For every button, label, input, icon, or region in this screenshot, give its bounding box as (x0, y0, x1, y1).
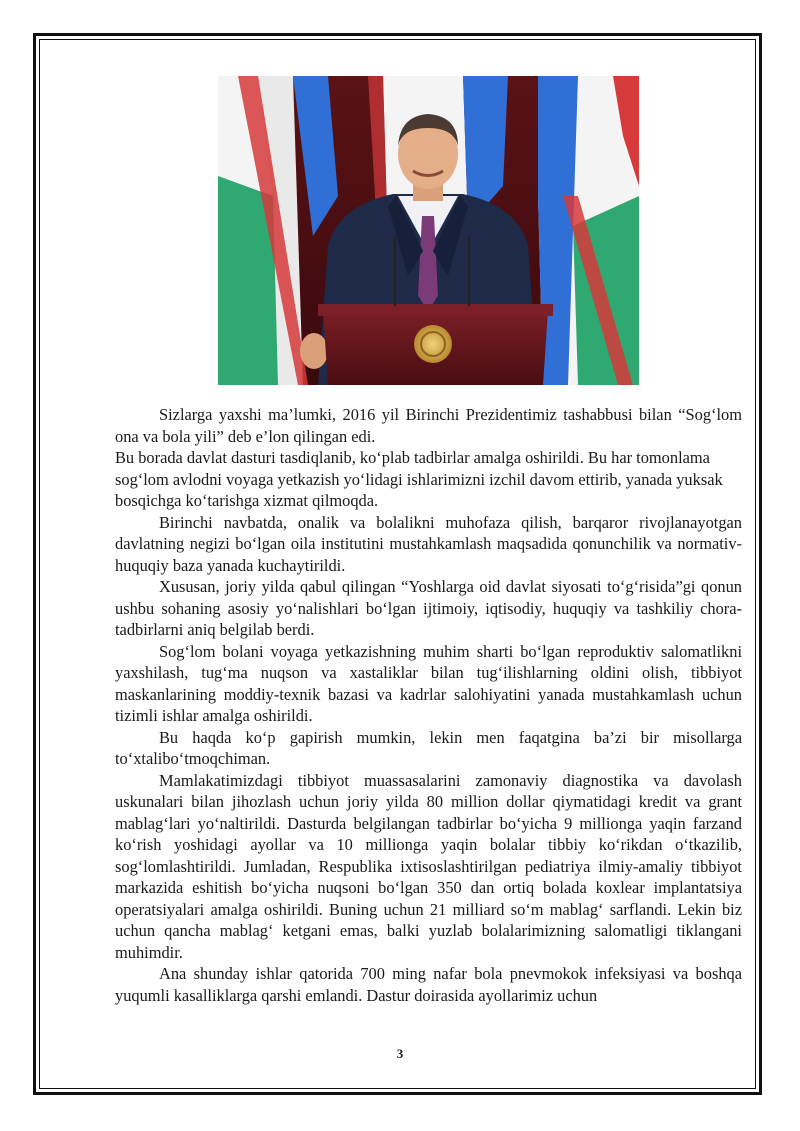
president-speaking-photo (218, 76, 639, 385)
paragraph: Birinchi navbatda, onalik va bolalikni muhofaza qilish, barqaror rivojlanayotgan davlatning negizi bo‘lgan oila institutini mustahkamlash maqsadida qonunchilik va normativ-huquqiy baza yanada kuchaytirildi. (115, 512, 742, 575)
paragraph: Bu borada davlat dasturi tasdiqlanib, ko‘plab tadbirlar amalga oshirildi. Bu har tomonlama sog‘lom avlodni voyaga yetkazish yo‘lidagi ishlarimizni izchil davom ettirib, yanada yuksak bosqichga ko‘tarishga xizmat qilmoqda. (115, 448, 723, 510)
paragraph: Bu haqda ko‘p gapirish mumkin, lekin men faqatgina ba’zi bir misollarga to‘xtalibo‘tmoqchiman. (115, 727, 742, 768)
paragraph: Sog‘lom bolani voyaga yetkazishning muhim sharti bo‘lgan reproduktiv salomatlikni yaxshilash, tug‘ma nuqson va xastaliklar bilan tug‘ilishlarning oldini olish, tibbiyot maskanlarining moddiy-texnik bazasi va kadrlar salohiyatini yanada mustahkamlash uchun tizimli ishlar amalga oshirildi. (115, 641, 742, 725)
page-number: 3 (396, 1046, 404, 1061)
paragraph: Ana shunday ishlar qatorida 700 ming nafar bola pnevmokok infeksiyasi va boshqa yuqumli kasalliklarga qarshi emlandi. Dastur doirasida ayollarimiz uchun (115, 964, 742, 1005)
paragraph: Mamlakatimizdagi tibbiyot muassasalarini zamonaviy diagnostika va davolash uskunalari bilan jihozlash uchun joriy yilda 80 million dollar qiymatidagi kredit va grant mablag‘lari yo‘naltirildi. Dasturda belgilangan tadbirlar bo‘yicha 9 millionga yaqin farzand ko‘rish yoshidagi ayollar va 10 millionga yaqin bolalar tibbiy ko‘rikdan o‘tkazilib, sog‘lomlashtirildi. Jumladan, Respublika ixtisoslashtirilgan pediatriya ilmiy-amaliy tibbiyot markazida eshitish bo‘yicha nuqsoni bo‘lgan 350 dan ortiq bolada koxlear implantatsiya operatsiyalari amalga oshirildi. Buning uchun 21 milliard so‘m mablag‘ sarflandi. Lekin biz uchun qancha mablag‘ ketgani emas, balki yuzlab bolalarimizning salomatligi tiklangani muhimdir. (115, 770, 742, 962)
paragraph: Xususan, joriy yilda qabul qilingan “Yoshlarga oid davlat siyosati to‘g‘risida”gi qonun ushbu sohaning asosiy yo‘nalishlari bo‘lgan ijtimoiy, iqtisodiy, huquqiy va tashkiliy chora-tadbirlarni aniq belgilab berdi. (115, 577, 742, 639)
paragraph: Sizlarga yaxshi ma’lumki, 2016 yil Birinchi Prezidentimiz tashabbusi bilan “Sog‘lom ona va bola yili” deb e’lon qilingan edi. (115, 405, 742, 446)
body-text (115, 404, 742, 1006)
